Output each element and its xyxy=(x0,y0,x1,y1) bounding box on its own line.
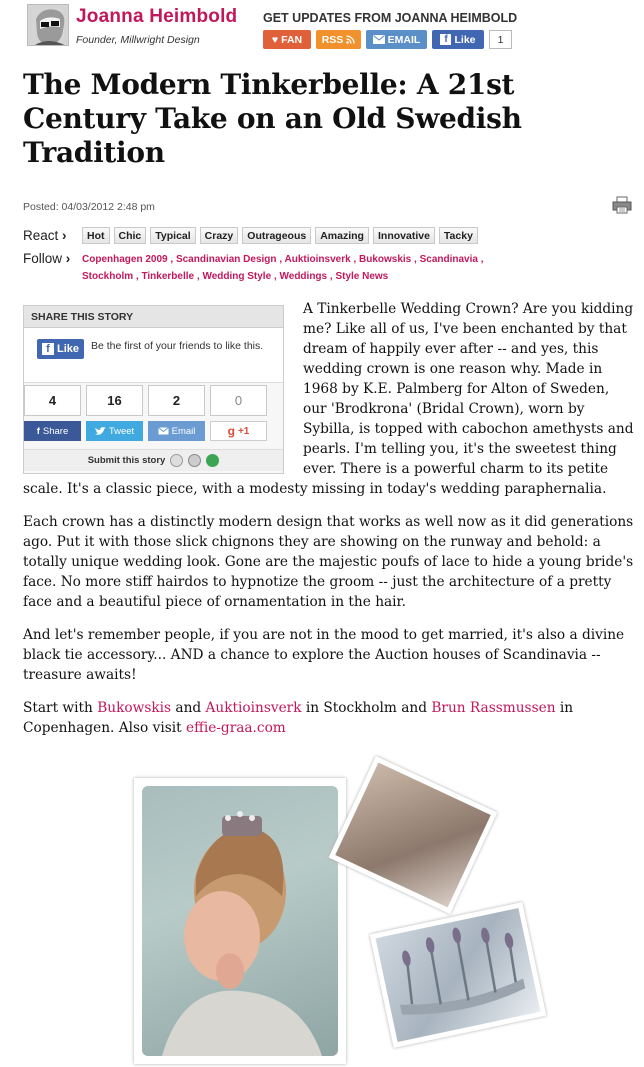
effie-graa-link[interactable]: effie-graa.com xyxy=(186,720,286,736)
facebook-icon: f xyxy=(440,34,451,45)
brun-rassmussen-link[interactable]: Brun Rassmussen xyxy=(431,700,556,716)
facebook-share-button[interactable]: f Share xyxy=(24,421,81,441)
share-header: SHARE THIS STORY xyxy=(24,306,283,328)
reddit-icon[interactable] xyxy=(170,454,183,467)
share-box xyxy=(23,305,284,474)
tweet-button[interactable]: Tweet xyxy=(86,421,143,441)
author-header xyxy=(0,0,644,58)
react-tag-typical[interactable]: Typical xyxy=(150,227,195,244)
envelope-icon xyxy=(373,35,385,44)
follow-tag[interactable]: Style News xyxy=(335,271,389,282)
like-count: 1 xyxy=(489,30,512,49)
paragraph: Start with Bukowskis and Auktioinsverk in Stockholm and Brun Rassmussen in Copenhagen. Also visit effie-graa.com xyxy=(23,700,574,736)
rss-button[interactable]: RSS xyxy=(316,30,361,49)
react-tag-chic[interactable]: Chic xyxy=(114,227,147,244)
posted-date: Posted: 04/03/2012 2:48 pm xyxy=(23,201,155,213)
author-avatar[interactable] xyxy=(27,4,69,46)
tweet-count: 16 xyxy=(86,385,143,416)
envelope-icon xyxy=(158,427,169,435)
crown-photo xyxy=(370,902,547,1048)
chevron-right-icon: › xyxy=(62,228,67,243)
follow-tag[interactable]: Scandinavia xyxy=(419,254,478,265)
follow-tag[interactable]: Wedding Style xyxy=(202,271,272,282)
paragraph: A Tinkerbelle Wedding Crown? Are you kidding me? Like all of us, I've been enchanted by that dream of happily ever after -- and yes, this wedding crown is one reason why. Made in 1968 by K.E. Palmberg for Alton of Sweden, our 'Brodkrona' (Bridal Crown), worn by Sybilla, is topped with cabochon amethysts and pearls. I'm telling you, it's the sweetest thing ever. There is a powerful charm to its petite scale. It's a classic piece, with a modesty missing in today's wedding paraphernalia. xyxy=(23,301,634,497)
fan-button[interactable]: ♥ FAN xyxy=(263,30,311,49)
follow-tag[interactable]: Copenhagen 2009 xyxy=(82,254,168,265)
paragraph: And let's remember people, if you are not in the mood to get married, it's also a divine black tie accessory... AND a chance to explore the Auction houses of Scandinavia -- treasure awaits! xyxy=(23,627,625,683)
facebook-share-count: 4 xyxy=(24,385,81,416)
author-name[interactable]: Joanna Heimbold xyxy=(76,6,238,27)
react-tag-outrageous[interactable]: Outrageous xyxy=(242,227,311,244)
auktioinsverk-link[interactable]: Auktioinsverk xyxy=(205,700,302,716)
email-share-button[interactable]: Email xyxy=(148,421,205,441)
gplus-button[interactable]: g +1 xyxy=(210,421,267,441)
react-tag-amazing[interactable]: Amazing xyxy=(315,227,369,244)
follow-tag[interactable]: Stockholm xyxy=(82,271,134,282)
get-updates-label: GET UPDATES FROM JOANNA HEIMBOLD xyxy=(263,11,518,25)
author-title: Founder, Millwright Design xyxy=(76,34,200,46)
react-tag-innovative[interactable]: Innovative xyxy=(373,227,435,244)
email-count: 2 xyxy=(148,385,205,416)
gplus-count: 0 xyxy=(210,385,267,416)
email-button[interactable]: EMAIL xyxy=(366,30,427,49)
follow-tags: Copenhagen 2009 , Scandinavian Design , Auktioinsverk , Bukowskis , Scandinavia , Stockholm , Tinkerbelle , Wedding Style , Weddings , Style News xyxy=(82,254,484,282)
stumbleupon-icon[interactable] xyxy=(206,454,219,467)
react-tags xyxy=(82,227,478,244)
facebook-icon: f xyxy=(36,425,40,437)
chevron-right-icon: › xyxy=(65,251,71,266)
react-tag-hot[interactable]: Hot xyxy=(82,227,110,244)
react-tag-crazy[interactable]: Crazy xyxy=(200,227,239,244)
follow-tag[interactable]: Weddings xyxy=(279,271,328,282)
twitter-icon xyxy=(95,427,106,436)
follow-tag[interactable]: Bukowskis xyxy=(359,254,412,265)
react-tag-tacky[interactable]: Tacky xyxy=(439,227,478,244)
submit-story-label: Submit this story xyxy=(87,455,166,466)
follow-tag[interactable]: Scandinavian Design xyxy=(175,254,277,265)
facebook-like-button[interactable]: f Like xyxy=(432,30,484,49)
article-title: The Modern Tinkerbelle: A 21st Century Take on an Old Swedish Tradition xyxy=(23,68,522,169)
rss-icon xyxy=(346,35,355,44)
react-label: React › xyxy=(23,228,67,243)
facebook-like-box xyxy=(24,328,283,383)
bride-photo xyxy=(134,778,346,1064)
follow-tag[interactable]: Tinkerbelle xyxy=(141,271,195,282)
print-icon[interactable] xyxy=(612,196,632,214)
follow-label: Follow › xyxy=(23,251,71,266)
submit-story-row xyxy=(24,449,283,471)
gplus-icon: g xyxy=(227,424,235,438)
facebook-icon: f xyxy=(42,343,54,355)
crown-photo-closeup xyxy=(329,756,498,914)
digg-icon[interactable] xyxy=(188,454,201,467)
like-text: Be the first of your friends to like this. xyxy=(91,340,264,352)
bukowskis-link[interactable]: Bukowskis xyxy=(97,700,172,716)
heart-icon: ♥ xyxy=(271,33,279,46)
follow-tag[interactable]: Auktioinsverk xyxy=(284,254,351,265)
paragraph: Each crown has a distinctly modern design that works as well now as it did generations ago. Put it with those slick chignons they are showing on the runway and behold: a totally unique wedding look. Gone are the majestic poufs of lace to hide a young bride's face. No more stiff hairdos to hypnotize the groom -- just the architecture of a pretty face and a beautiful piece of ornamentation in the hair. xyxy=(23,514,634,610)
share-like-button[interactable]: f Like xyxy=(37,339,84,359)
